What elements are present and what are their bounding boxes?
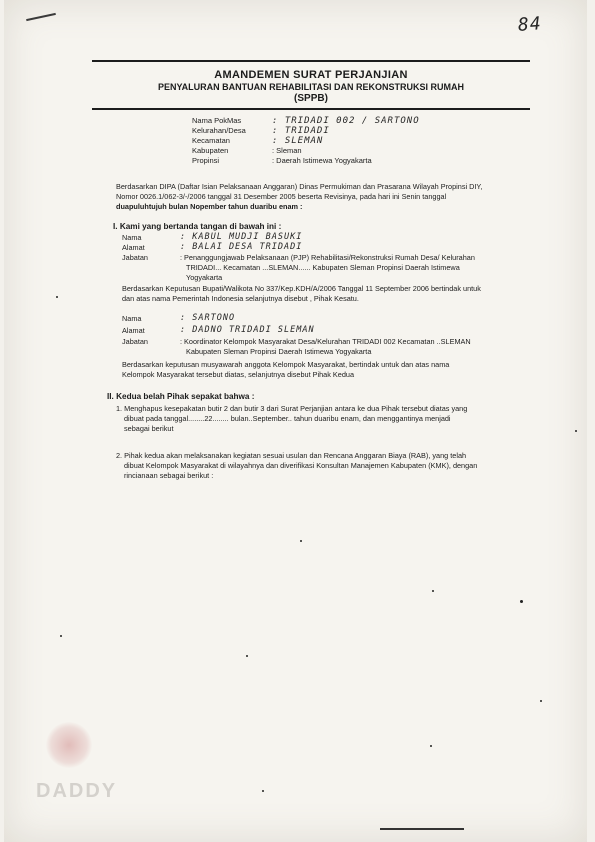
meta-row <box>192 126 420 136</box>
page-number-handwritten: 84 <box>517 13 543 36</box>
party1-jabatan <box>122 253 475 263</box>
agreement-item: rincianaan sebagai berikut : <box>124 471 214 480</box>
meta-row <box>192 156 420 166</box>
intro-line: Berdasarkan DIPA (Daftar Isian Pelaksanaan Anggaran) Dinas Permukiman dan Prasarana Wilayah Propinsi DIY, <box>116 182 483 191</box>
agreement-item: sebagai berikut <box>124 424 174 433</box>
document-title: AMANDEMEN SURAT PERJANJIAN <box>214 69 408 81</box>
scan-speck <box>430 745 432 747</box>
meta-label: Kabupaten <box>192 146 229 155</box>
intro-line: Nomor 0026.1/062-3/-/2006 tanggal 31 Desember 2005 beserta Revisinya, pada hari ini Senin tanggal <box>116 192 447 201</box>
field-value: : Koordinator Kelompok Masyarakat Desa/Kelurahan TRIDADI 002 Kecamatan ..SLEMAN <box>180 337 471 346</box>
pokmas-info <box>192 116 420 166</box>
document-subtitle: PENYALURAN BANTUAN REHABILITASI DAN REKONSTRUKSI RUMAH <box>157 82 464 92</box>
field-label: Nama <box>122 233 142 242</box>
field-value: : Penanggungjawab Pelaksanaan (PJP) Rehabilitasi/Rekonstruksi Rumah Desa/ Kelurahan <box>180 253 475 262</box>
party1-alamat <box>122 243 302 253</box>
scan-speck <box>60 635 62 637</box>
field-label: Nama <box>122 314 142 323</box>
scan-speck <box>540 700 542 702</box>
bottom-rule <box>380 828 464 830</box>
meta-label: Propinsi <box>192 156 220 165</box>
meta-label: Kecamatan <box>192 136 230 145</box>
field-value: : KABUL MUDJI BASUKI <box>180 232 303 242</box>
intro-line: duapuluhtujuh bulan Nopember tahun duaribu enam : <box>116 202 303 211</box>
meta-label: Kelurahan/Desa <box>192 126 246 135</box>
agreement-item: dibuat pada tanggal........22........ bulan..September.. tahun duaribu enam, dan menggantinya menjadi <box>124 414 451 423</box>
title-box <box>92 60 530 110</box>
scan-speck <box>575 430 577 432</box>
agreement-item: 2. Pihak kedua akan melaksanakan kegiatan sesuai usulan dan Rencana Anggaran Biaya (RAB), yang telah <box>116 451 467 460</box>
scan-speck <box>56 296 58 298</box>
field-value: : SARTONO <box>180 313 236 323</box>
scan-speck <box>432 590 434 592</box>
field-label: Alamat <box>122 326 145 335</box>
meta-row <box>192 146 420 156</box>
field-label: Alamat <box>122 243 145 252</box>
faded-stamp <box>46 722 92 768</box>
jabatan-continuation: TRIDADI... Kecamatan ...SLEMAN...... Kabupaten Sleman Propinsi Daerah Istimewa <box>186 263 460 272</box>
scan-speck <box>246 655 248 657</box>
field-label: Jabatan <box>122 337 148 346</box>
field-value: : DADNO TRIDADI SLEMAN <box>180 325 315 335</box>
agreement-item: dibuat Kelompok Masyarakat di wilayahnya dan diverifikasi Konsultan Manajemen Kabupaten (KMK), dengan <box>124 461 478 470</box>
field-value: : BALAI DESA TRIDADI <box>180 242 303 252</box>
party1-basis: dan atas nama Pemerintah Indonesia selanjutnya disebut , Pihak Kesatu. <box>122 294 359 303</box>
field-label: Jabatan <box>122 253 148 262</box>
meta-row <box>192 136 420 146</box>
meta-value: : Sleman <box>272 146 302 155</box>
watermark-text: DADDY <box>36 780 118 802</box>
scan-speck <box>300 540 302 542</box>
jabatan-continuation: Yogyakarta <box>186 273 223 282</box>
section-heading: I. Kami yang bertanda tangan di bawah ini : <box>113 222 282 231</box>
party2-basis: Berdasarkan keputusan musyawarah anggota Kelompok Masyarakat, bertindak untuk dan atas nama <box>122 360 450 369</box>
meta-value: : TRIDADI <box>272 126 330 136</box>
jabatan-continuation: Kabupaten Sleman Propinsi Daerah Istimewa Yogyakarta <box>186 347 372 356</box>
meta-value: : Daerah Istimewa Yogyakarta <box>272 156 372 165</box>
meta-value: : SLEMAN <box>272 136 324 146</box>
section-heading: II. Kedua belah Pihak sepakat bahwa : <box>107 392 255 401</box>
meta-row <box>192 116 420 126</box>
party2-basis: Kelompok Masyarakat tersebut diatas, selanjutnya disebut Pihak Kedua <box>122 370 355 379</box>
scan-speck <box>262 790 264 792</box>
meta-label: Nama PokMas <box>192 116 242 125</box>
party1-basis: Berdasarkan Keputusan Bupati/Walikota No 337/Kep.KDH/A/2006 Tanggal 11 September 2006 bertindak untuk <box>122 284 481 293</box>
party2-nama <box>122 314 235 324</box>
agreement-item: 1. Menghapus kesepakatan butir 2 dan butir 3 dari Surat Perjanjian antara ke dua Pihak tersebut diatas yang <box>116 404 468 413</box>
document-code: (SPPB) <box>294 93 328 104</box>
party2-alamat <box>122 326 315 336</box>
meta-value: : TRIDADI 002 / SARTONO <box>272 116 420 126</box>
party2-jabatan <box>122 337 471 347</box>
scan-speck <box>520 600 523 603</box>
